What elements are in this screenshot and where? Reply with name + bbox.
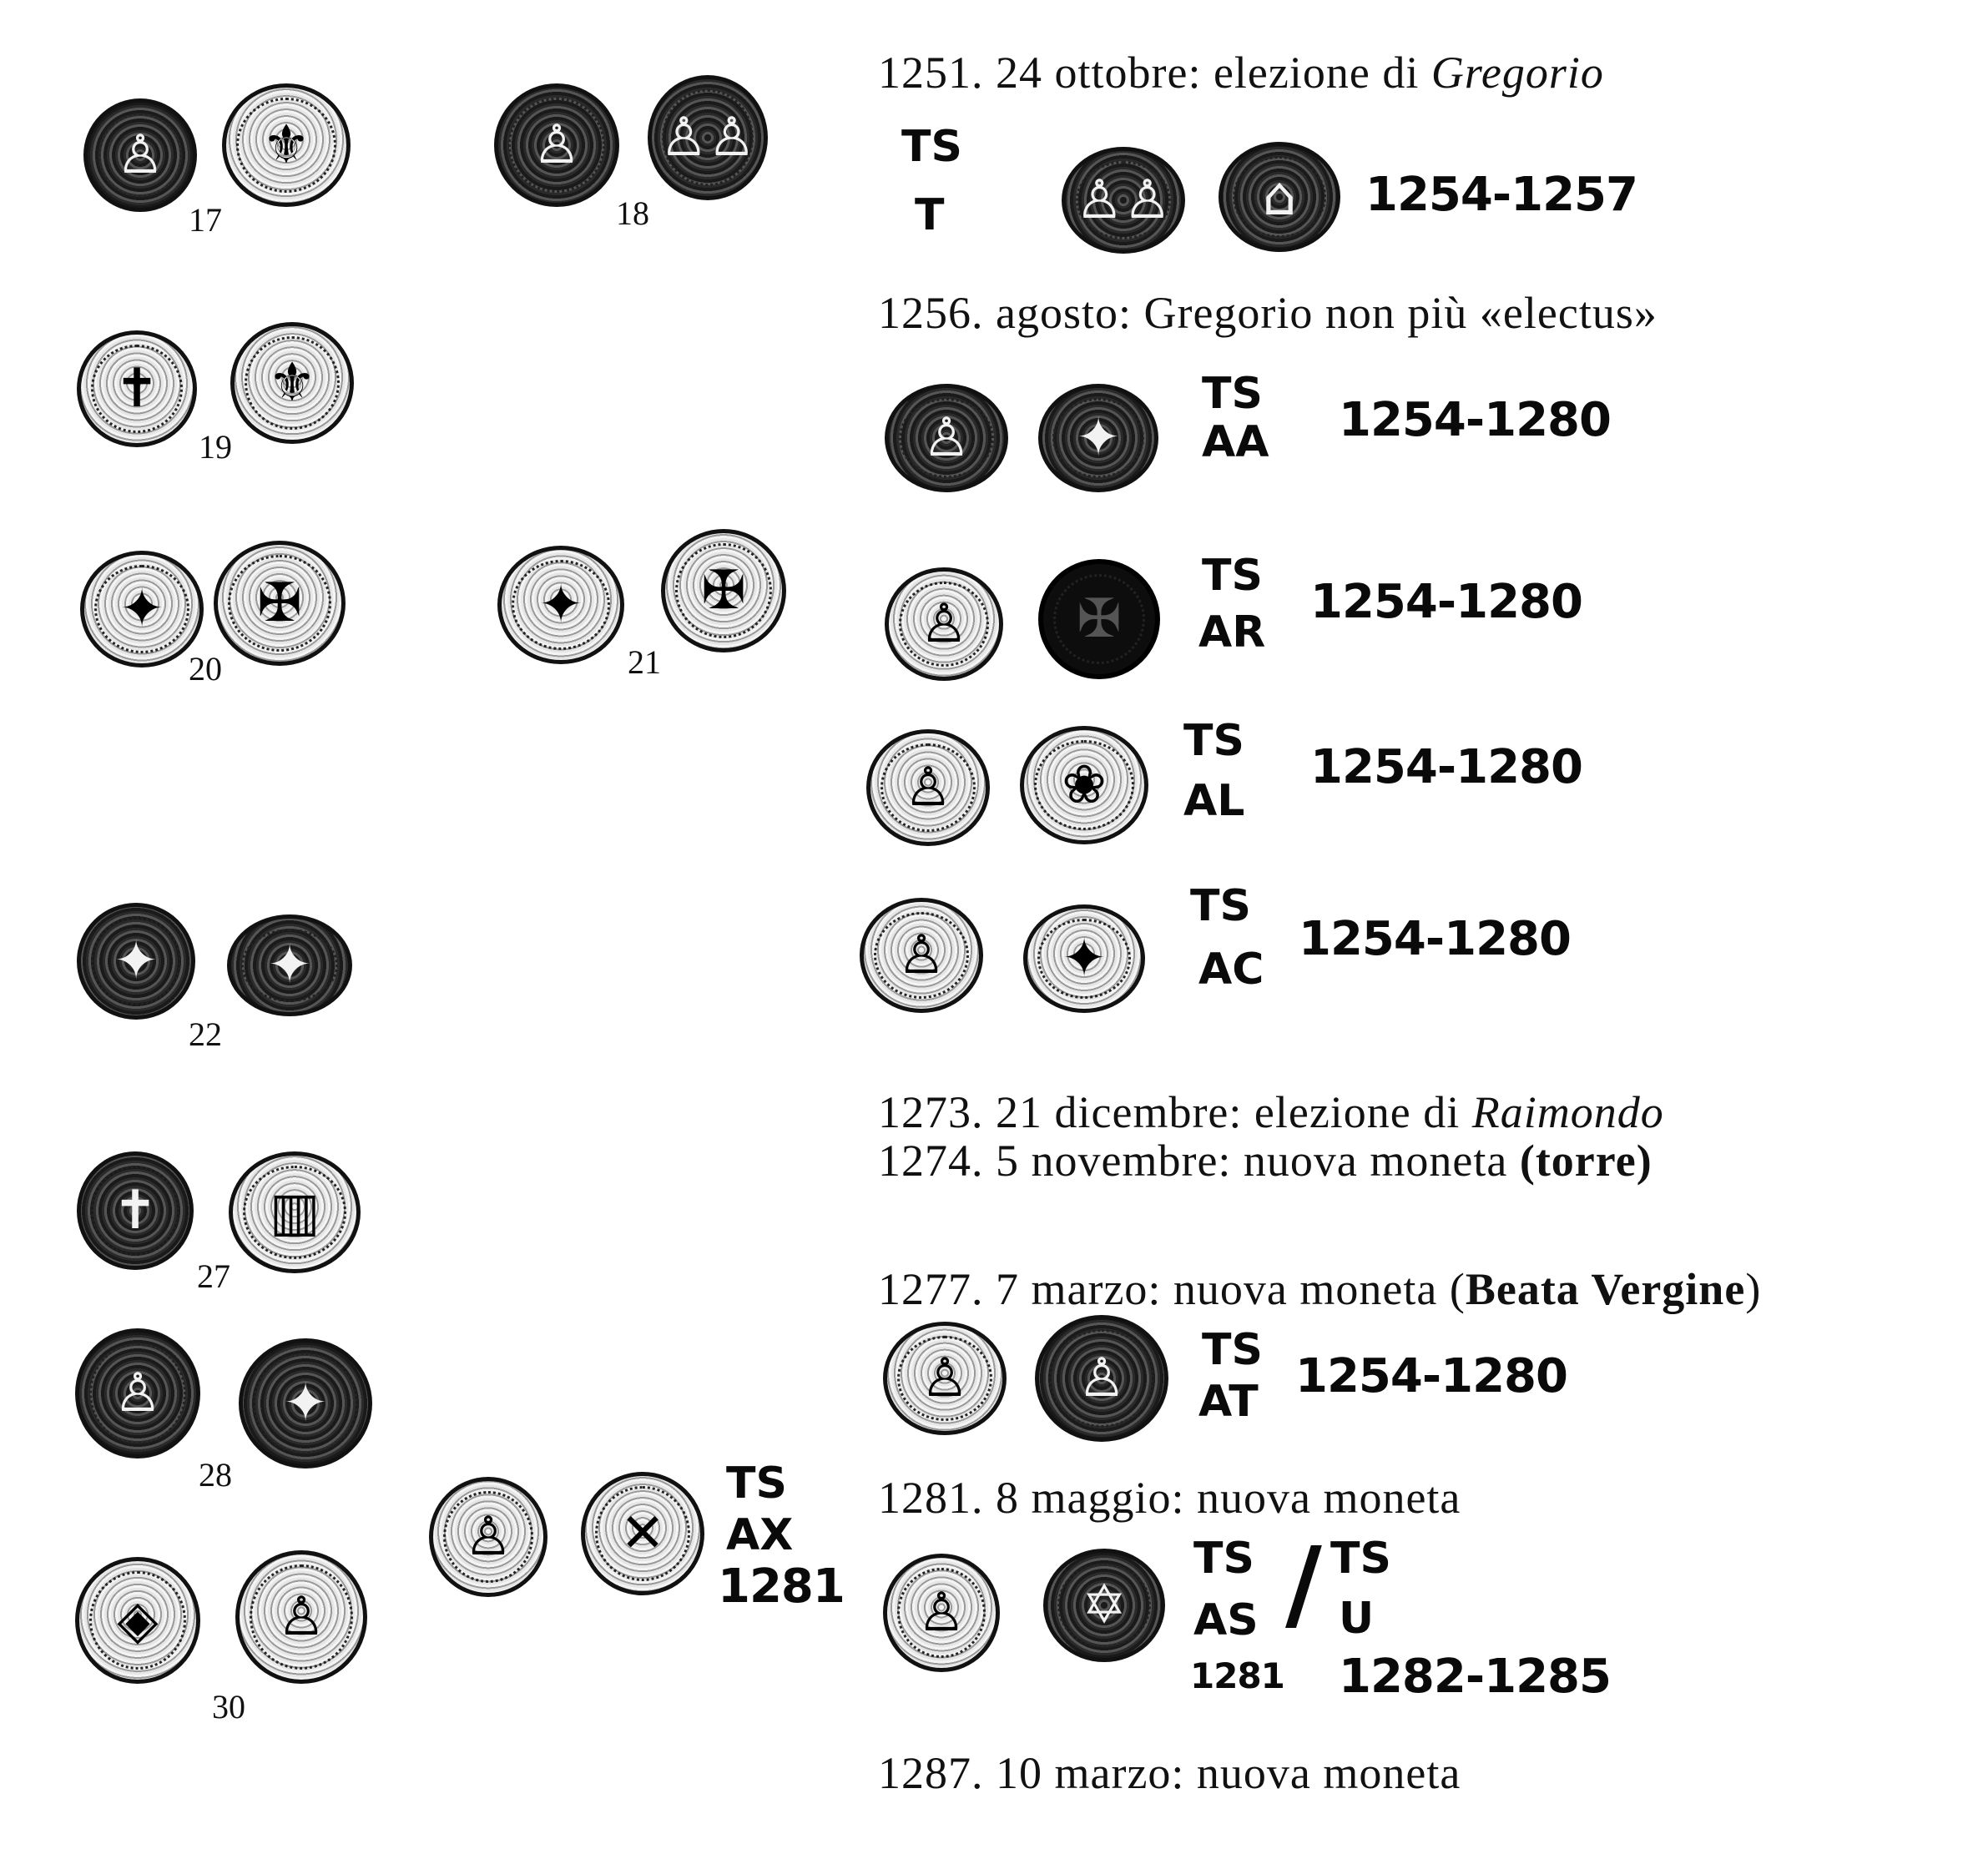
figure-icon: ♙ — [897, 924, 946, 986]
figure-icon: ✝ — [114, 358, 159, 420]
coin-number-21: 21 — [628, 643, 661, 681]
entry-1273 — [878, 1086, 1664, 1138]
aa-code-top: TS — [1202, 369, 1263, 419]
figure-icon: ✝ — [113, 1180, 158, 1242]
u-code-bottom: U — [1339, 1594, 1375, 1644]
coin-al-obverse — [866, 729, 990, 846]
coin-30-obverse — [75, 1557, 200, 1684]
ar-code-bottom: AR — [1198, 607, 1266, 657]
aa-code-bottom: AA — [1202, 417, 1269, 467]
entry-1274 — [878, 1135, 1652, 1186]
t-date: 1254-1257 — [1365, 168, 1637, 222]
eagle-icon: ✦ — [283, 1373, 328, 1434]
lily-icon: ⚜ — [268, 352, 316, 414]
ax-date: 1281 — [718, 1559, 845, 1614]
entry-1251-text: 1251. 24 ottobre: elezione di — [878, 48, 1431, 98]
al-code-top: TS — [1183, 716, 1244, 766]
coin-17-obverse — [83, 98, 197, 212]
figure-icon: ♙ — [904, 757, 952, 819]
coin-ac-obverse — [860, 898, 983, 1013]
al-code-bottom: AL — [1183, 776, 1245, 826]
coin-19-reverse — [230, 322, 354, 444]
coin-al-reverse — [1020, 726, 1148, 844]
entry-1273-name: Raimondo — [1471, 1087, 1664, 1137]
coin-20-reverse — [214, 541, 346, 666]
coin-18-reverse — [648, 75, 768, 200]
coin-as-obverse — [883, 1554, 1000, 1672]
at-code-top: TS — [1202, 1325, 1263, 1375]
tower-icon: ▥ — [269, 1181, 320, 1243]
coin-27-obverse — [77, 1151, 194, 1270]
coin-number-27: 27 — [197, 1257, 230, 1295]
ar-date: 1254-1280 — [1310, 575, 1582, 629]
coin-aa-reverse — [1038, 384, 1158, 492]
entry-1277-suffix: ) — [1745, 1264, 1762, 1314]
ac-code-top: TS — [1190, 881, 1251, 931]
coin-number-17: 17 — [189, 201, 222, 239]
entry-1277-text: 1277. 7 marzo: nuova moneta ( — [878, 1264, 1466, 1314]
wreath-icon: ❀ — [1062, 754, 1107, 816]
coin-22-reverse — [227, 914, 352, 1016]
coin-number-19: 19 — [199, 428, 232, 466]
coin-17-reverse — [222, 83, 351, 207]
figure-icon: ♙ — [464, 1506, 512, 1568]
as-code-top: TS — [1193, 1534, 1254, 1584]
entry-1281: 1281. 8 maggio: nuova moneta — [878, 1473, 1461, 1523]
coin-ax-reverse — [581, 1472, 704, 1595]
figure-icon: ♙ — [917, 1582, 966, 1644]
coin-number-18: 18 — [616, 194, 649, 232]
entry-1251 — [878, 47, 1604, 98]
entry-1251-name: Gregorio — [1430, 48, 1604, 98]
figure-icon: ♙ — [922, 407, 971, 469]
entry-1273-text: 1273. 21 dicembre: elezione di — [878, 1087, 1472, 1137]
madonna-icon: ♙ — [1077, 1348, 1126, 1409]
eagle-icon: ✦ — [538, 574, 583, 636]
eagle-icon: ✦ — [1062, 928, 1107, 990]
coin-at-reverse — [1035, 1315, 1168, 1442]
entry-1274-bold: (torre) — [1519, 1136, 1652, 1186]
coin-ax-obverse — [429, 1477, 547, 1597]
figure-icon: ♙ — [116, 124, 164, 186]
coin-20-obverse — [80, 551, 204, 668]
figure-icon: ♙ — [114, 1363, 162, 1424]
coin-22-obverse — [77, 903, 195, 1020]
cross-icon: ✠ — [257, 572, 302, 634]
coin-27-reverse — [229, 1151, 361, 1273]
ar-code-top: TS — [1202, 551, 1263, 601]
figure-icon: ♙ — [920, 593, 968, 655]
coin-18-obverse — [494, 83, 619, 207]
figure-icon: ♙ — [277, 1586, 325, 1648]
eagle-icon: ✦ — [1076, 407, 1121, 469]
coin-aa-obverse — [885, 384, 1008, 492]
coin-number-22: 22 — [189, 1015, 222, 1053]
coin-ac-reverse — [1023, 904, 1145, 1013]
lily-icon: ⚜ — [262, 114, 310, 176]
coin-t-obverse — [1062, 147, 1185, 254]
as-date: 1281 — [1190, 1655, 1284, 1696]
entry-1277-bold: Beata Vergine — [1465, 1264, 1746, 1314]
coin-at-obverse — [883, 1322, 1007, 1435]
crest-icon: ✠ — [1077, 588, 1122, 650]
ac-code-bottom: AC — [1198, 945, 1264, 995]
at-date: 1254-1280 — [1295, 1349, 1567, 1403]
entry-1287: 1287. 10 marzo: nuova moneta — [878, 1748, 1461, 1798]
figure-icon: ♙ — [921, 1348, 969, 1409]
eagle-icon: ✦ — [114, 930, 159, 992]
eagle-icon: ✦ — [119, 578, 164, 640]
as-code-bottom: AS — [1193, 1595, 1259, 1645]
coin-ar-obverse — [885, 567, 1003, 681]
at-code-bottom: AT — [1198, 1377, 1259, 1427]
star-icon: ✡ — [1082, 1574, 1127, 1636]
coin-as-reverse — [1043, 1549, 1165, 1662]
coin-t-reverse — [1219, 142, 1340, 252]
u-date: 1282-1285 — [1339, 1650, 1611, 1704]
u-code-top: TS — [1330, 1534, 1391, 1584]
t-code-top: TS — [901, 122, 962, 172]
two-figures-icon: ♙♙ — [659, 107, 756, 169]
separator-slash: / — [1285, 1527, 1322, 1643]
coin-21-reverse — [661, 529, 786, 652]
entry-1277 — [878, 1263, 1761, 1315]
figures-icon: ♙♙ — [1075, 169, 1172, 231]
figure-icon: ♙ — [532, 114, 581, 176]
al-date: 1254-1280 — [1310, 740, 1582, 794]
building-icon: ⌂ — [1262, 166, 1297, 228]
ax-code-bottom: AX — [726, 1510, 794, 1560]
entry-1274-text: 1274. 5 novembre: nuova moneta — [878, 1136, 1520, 1186]
coin-19-obverse — [77, 330, 197, 447]
t-code-bottom: T — [915, 190, 945, 240]
cross-icon: ✠ — [701, 560, 746, 622]
coin-number-20: 20 — [189, 650, 222, 688]
coin-21-obverse — [497, 546, 624, 664]
coin-number-30: 30 — [212, 1688, 245, 1726]
ac-date: 1254-1280 — [1299, 912, 1571, 966]
coin-number-28: 28 — [199, 1456, 232, 1494]
coin-28-reverse — [239, 1338, 372, 1469]
coin-30-reverse — [235, 1550, 367, 1684]
coin-ar-reverse — [1038, 559, 1160, 679]
eagle-icon: ✦ — [267, 935, 312, 996]
ax-code-top: TS — [726, 1459, 787, 1509]
keys-icon: ✕ — [620, 1503, 665, 1564]
aa-date: 1254-1280 — [1339, 393, 1611, 447]
coin-28-obverse — [75, 1328, 200, 1459]
shield-icon: ◈ — [117, 1590, 159, 1651]
entry-1256: 1256. agosto: Gregorio non più «electus» — [878, 288, 1658, 338]
